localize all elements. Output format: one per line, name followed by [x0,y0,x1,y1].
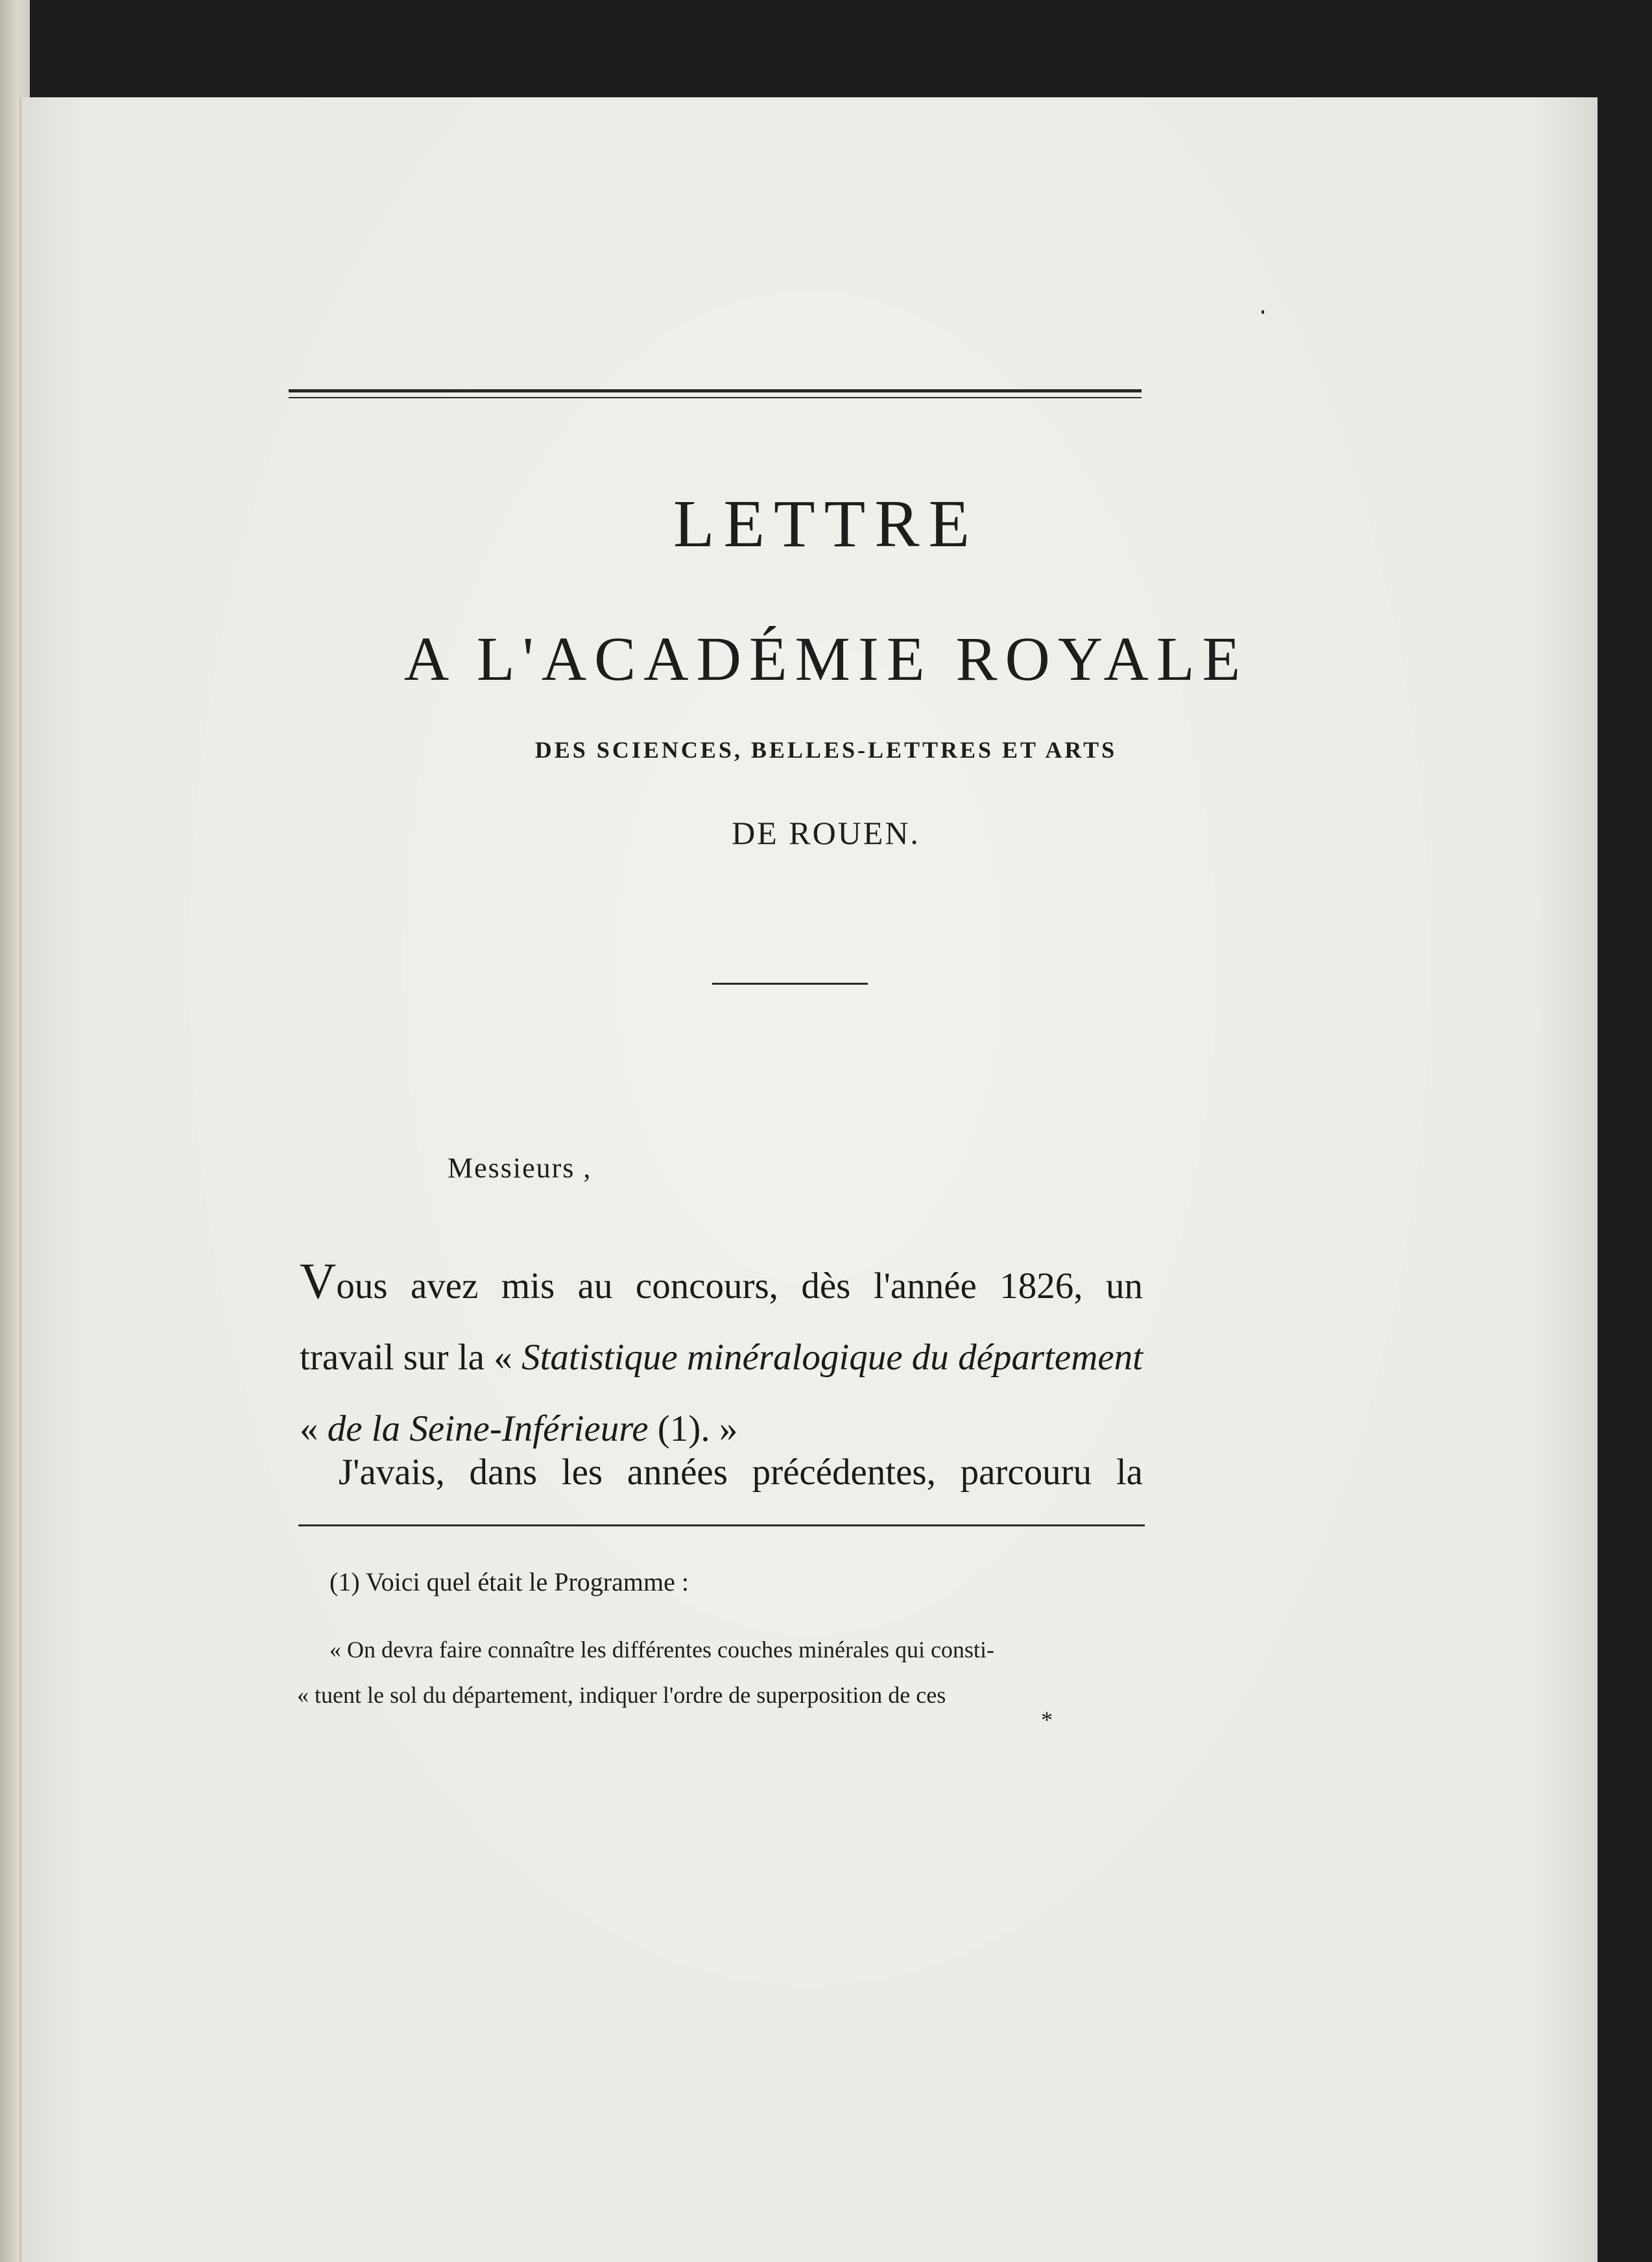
top-double-rule-thin [289,397,1142,398]
footnote-line-2: « tuent le sol du département, indiquer l'ordre de superposition de ces [297,1682,946,1708]
footnote-line-1: « On devra faire connaître les différentes couches minérales qui consti- [329,1637,994,1663]
signature-mark: * [1041,1707,1053,1733]
document-title: LETTRE [673,487,979,561]
document-page [19,97,1598,2262]
salutation: Messieurs , [448,1152,592,1184]
paragraph-1-line-2: travail sur la « Statistique minéralogique du département [300,1337,1143,1378]
footnote-heading: (1) Voici quel était le Programme : [329,1567,689,1596]
ink-speck [1262,310,1264,314]
document-place: DE ROUEN. [732,815,920,851]
paragraph-1-line-3: « de la Seine-Inférieure (1). » [300,1408,738,1449]
paragraph-1-line-1: Vous avez mis au concours, dès l'année 1826, un [300,1253,1143,1309]
drop-cap: V [300,1253,337,1309]
footnote-rule [298,1524,1145,1526]
document-title-recipient: A L'ACADÉMIE ROYALE [403,624,1249,693]
paragraph-2: J'avais, dans les années précédentes, parcouru la [339,1452,1143,1493]
section-divider [712,983,868,985]
paragraph-1 [300,1245,1143,1465]
document-subtitle: DES SCIENCES, BELLES-LETTRES ET ARTS [534,737,1118,763]
top-double-rule [289,389,1142,392]
